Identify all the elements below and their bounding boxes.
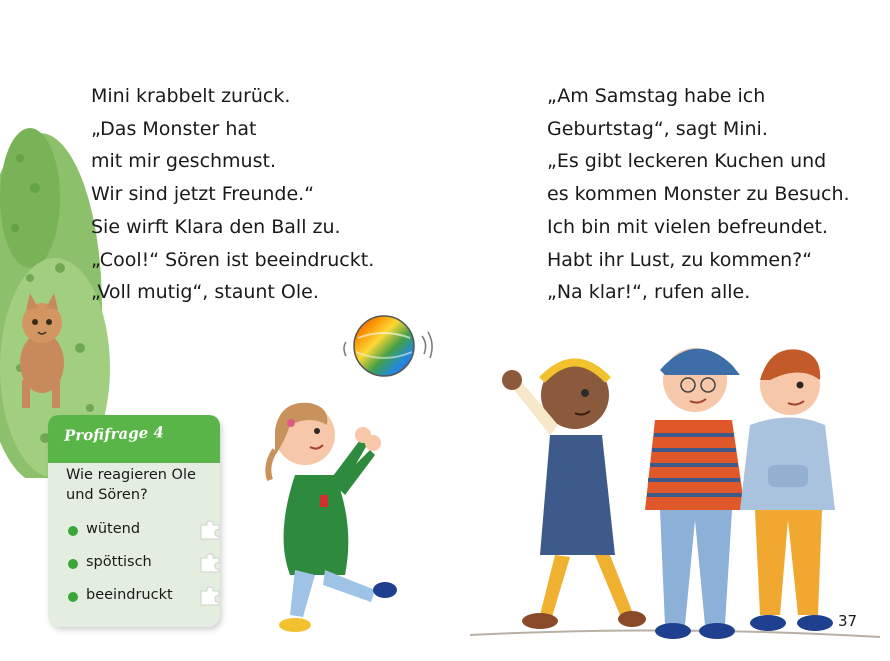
text-line: „Das Monster hat: [91, 117, 257, 140]
right-text-column: [547, 80, 850, 309]
text-line: Sie wirft Klara den Ball zu.: [91, 215, 341, 238]
quiz-option-label: spöttisch: [86, 554, 152, 570]
cat-figure: [20, 293, 64, 408]
text-line: Geburtstag“, sagt Mini.: [547, 117, 768, 140]
text-line: „Es gibt leckeren Kuchen und: [547, 150, 827, 173]
text-line: „Na klar!“, rufen alle.: [547, 281, 751, 304]
quiz-header: [48, 415, 220, 463]
bullet-icon: [68, 592, 78, 602]
text-line: mit mir geschmust.: [91, 150, 276, 173]
boy-in-hoodie-figure: [740, 349, 835, 631]
quiz-option-beeindruckt[interactable]: [68, 586, 218, 610]
puzzle-piece-icon: [198, 584, 222, 608]
text-line: „Voll mutig“, staunt Ole.: [91, 281, 319, 304]
three-kids-illustration: [470, 325, 880, 655]
text-line: es kommen Monster zu Besuch.: [547, 183, 850, 206]
text-line: „Am Samstag habe ich: [547, 85, 766, 107]
text-line: Habt ihr Lust, zu kommen?“: [547, 248, 813, 271]
bullet-icon: [68, 526, 78, 536]
puzzle-piece-icon: [198, 551, 222, 575]
boy-with-cap-figure: [645, 348, 745, 639]
quiz-option-label: wütend: [86, 521, 141, 537]
quiz-card: [48, 415, 220, 627]
quiz-option-wuetend[interactable]: [68, 520, 218, 544]
quiz-option-label: beeindruckt: [86, 587, 173, 603]
mini-figure: [502, 361, 646, 629]
girl-catching-ball-illustration: [235, 385, 415, 645]
text-line: „Cool!“ Sören ist beeindruckt.: [91, 248, 375, 271]
text-line: Mini krabbelt zurück.: [91, 85, 291, 107]
text-line: Ich bin mit vielen befreundet.: [547, 215, 828, 238]
left-text-column: [91, 80, 374, 309]
rainbow-ball-illustration: [340, 308, 440, 380]
bullet-icon: [68, 559, 78, 569]
page-number: 37: [838, 612, 858, 630]
quiz-title: Profifrage 4: [63, 423, 165, 445]
text-line: Wir sind jetzt Freunde.“: [91, 183, 315, 206]
puzzle-piece-icon: [198, 518, 222, 542]
quiz-option-spoettisch[interactable]: [68, 553, 218, 577]
quiz-question: Wie reagieren Ole und Sören?: [66, 467, 196, 503]
